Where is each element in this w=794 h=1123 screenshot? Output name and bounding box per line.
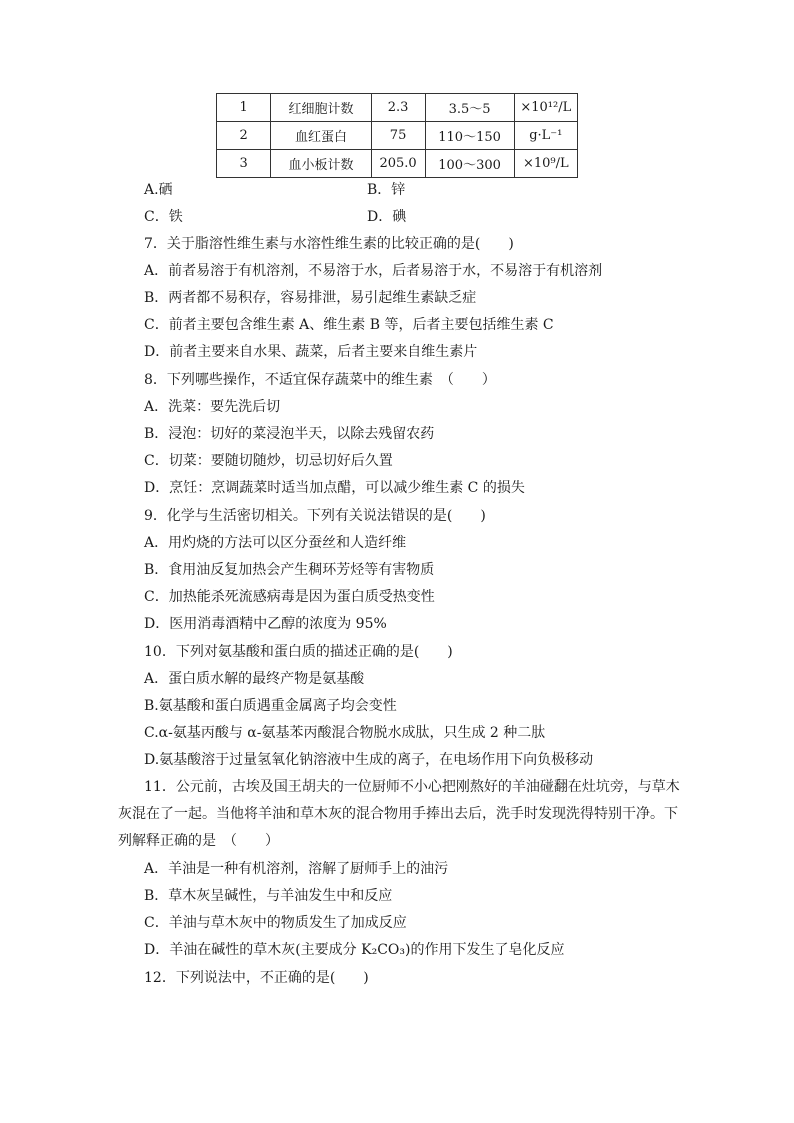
- unit: ×10¹²/L: [514, 94, 577, 122]
- q10-option-b: B.氨基酸和蛋白质遇重金属离子均会变性: [144, 698, 397, 714]
- q9-option-d: D．医用消毒酒精中乙醇的浓度为 95%: [144, 616, 387, 632]
- q10-option-a: A．蛋白质水解的最终产物是氨基酸: [144, 671, 365, 687]
- test-item: 血小板计数: [271, 150, 371, 178]
- q6-option-d: D．碘: [367, 209, 407, 225]
- q7-option-b: B．两者都不易积存，容易排泄，易引起维生素缺乏症: [144, 290, 477, 306]
- q9-option-b: B．食用油反复加热会产生稠环芳烃等有害物质: [144, 562, 435, 578]
- q10-option-c: C.α-氨基丙酸与 α-氨基苯丙酸混合物脱水成肽，只生成 2 种二肽: [144, 725, 546, 741]
- q9-option-a: A．用灼烧的方法可以区分蚕丝和人造纤维: [144, 535, 407, 551]
- reference-range: 100～300: [425, 150, 514, 178]
- q11-stem-line-1: 11．公元前，古埃及国王胡夫的一位厨师不小心把刚熬好的羊油碰翻在灶坑旁，与草木: [144, 779, 680, 795]
- test-item: 血红蛋白: [271, 122, 371, 150]
- table-row: [217, 150, 578, 178]
- test-value: 75: [371, 122, 425, 150]
- test-value: 2.3: [371, 94, 425, 122]
- q10-stem: 10．下列对氨基酸和蛋白质的描述正确的是( ): [144, 644, 453, 660]
- q7-option-d: D．前者主要来自水果、蔬菜，后者主要来自维生素片: [144, 344, 478, 360]
- table-row: [217, 122, 578, 150]
- q6-option-b: B．锌: [367, 182, 406, 198]
- reference-range: 110～150: [425, 122, 514, 150]
- q8-option-c: C．切菜：要随切随炒，切忌切好后久置: [144, 453, 393, 469]
- row-number: 2: [217, 122, 271, 150]
- q8-option-a: A．洗菜：要先洗后切: [144, 399, 281, 415]
- q7-stem: 7．关于脂溶性维生素与水溶性维生素的比较正确的是( ): [144, 236, 514, 252]
- q8-stem: 8．下列哪些操作，不适宜保存蔬菜中的维生素 （ ）: [144, 372, 496, 388]
- q9-stem: 9．化学与生活密切相关。下列有关说法错误的是( ): [144, 508, 486, 524]
- unit: g·L⁻¹: [514, 122, 577, 150]
- q6-option-a: A.硒: [144, 182, 173, 198]
- blood-test-table: [216, 93, 578, 178]
- q7-option-c: C．前者主要包含维生素 A、维生素 B 等，后者主要包括维生素 C: [144, 317, 554, 333]
- q9-option-c: C．加热能杀死流感病毒是因为蛋白质受热变性: [144, 589, 435, 605]
- q11-stem-line-2: 灰混在了一起。当他将羊油和草木灰的混合物用手捧出去后，洗手时发现洗得特别干净。下: [118, 806, 678, 822]
- q11-option-d: D．羊油在碱性的草木灰(主要成分 K₂CO₃)的作用下发生了皂化反应: [144, 942, 565, 958]
- q11-option-a: A．羊油是一种有机溶剂，溶解了厨师手上的油污: [144, 861, 449, 877]
- q7-option-a: A．前者易溶于有机溶剂，不易溶于水，后者易溶于水，不易溶于有机溶剂: [144, 263, 603, 279]
- row-number: 1: [217, 94, 271, 122]
- test-item: 红细胞计数: [271, 94, 371, 122]
- q10-option-d: D.氨基酸溶于过量氢氧化钠溶液中生成的离子，在电场作用下向负极移动: [144, 752, 594, 768]
- q11-option-c: C．羊油与草木灰中的物质发生了加成反应: [144, 915, 407, 931]
- reference-range: 3.5～5: [425, 94, 514, 122]
- row-number: 3: [217, 150, 271, 178]
- table-row: [217, 94, 578, 122]
- unit: ×10⁹/L: [514, 150, 577, 178]
- q8-option-b: B．浸泡：切好的菜浸泡半天，以除去残留农药: [144, 426, 435, 442]
- q8-option-d: D．烹饪：烹调蔬菜时适当加点醋，可以减少维生素 C 的损失: [144, 480, 525, 496]
- q11-option-b: B．草木灰呈碱性，与羊油发生中和反应: [144, 888, 393, 904]
- q6-option-c: C．铁: [144, 209, 183, 225]
- q12-stem: 12．下列说法中，不正确的是( ): [144, 970, 369, 986]
- q11-stem-line-3: 列解释正确的是 （ ）: [118, 833, 279, 849]
- test-value: 205.0: [371, 150, 425, 178]
